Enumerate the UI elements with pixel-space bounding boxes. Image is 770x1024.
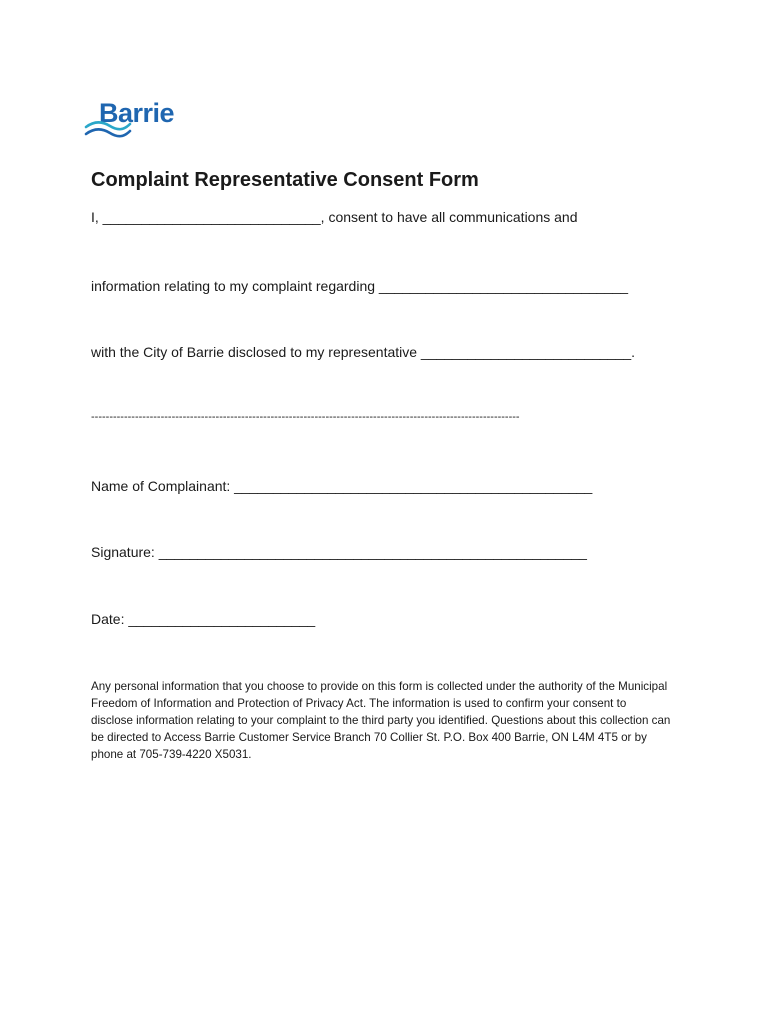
complainant-name-field: Name of Complainant: ______________________________________________ — [91, 478, 593, 494]
form-title: Complaint Representative Consent Form — [91, 169, 479, 191]
signature-field: Signature: _______________________________________________________ — [91, 544, 587, 560]
barrie-logo — [84, 98, 194, 142]
consent-line-3: with the City of Barrie disclosed to my representative ___________________________. — [91, 344, 636, 360]
dashed-separator: --------------------------------------------------------------------------------------------------------------------- — [91, 411, 520, 423]
privacy-notice: Any personal information that you choose to provide on this form is collected under the authority of the Municipal Freedom of Information and Protection of Privacy Act. The information is used to confirm your consent to disclose information relating to your complaint to the third party you identified. Questions about this collection can be directed to Access Barrie Customer Service Branch 70 Collier St. P.O. Box 400 Barrie, ON L4M 4T5 or by phone at 705-739-4220 X5031. — [91, 680, 671, 761]
date-field: Date: ________________________ — [91, 611, 316, 627]
consent-line-1: I, ____________________________, consent to have all communications and — [91, 209, 578, 225]
wave-icon — [84, 118, 132, 140]
logo-text: Barrie — [99, 98, 175, 128]
consent-line-2: information relating to my complaint regarding ________________________________ — [91, 278, 629, 294]
